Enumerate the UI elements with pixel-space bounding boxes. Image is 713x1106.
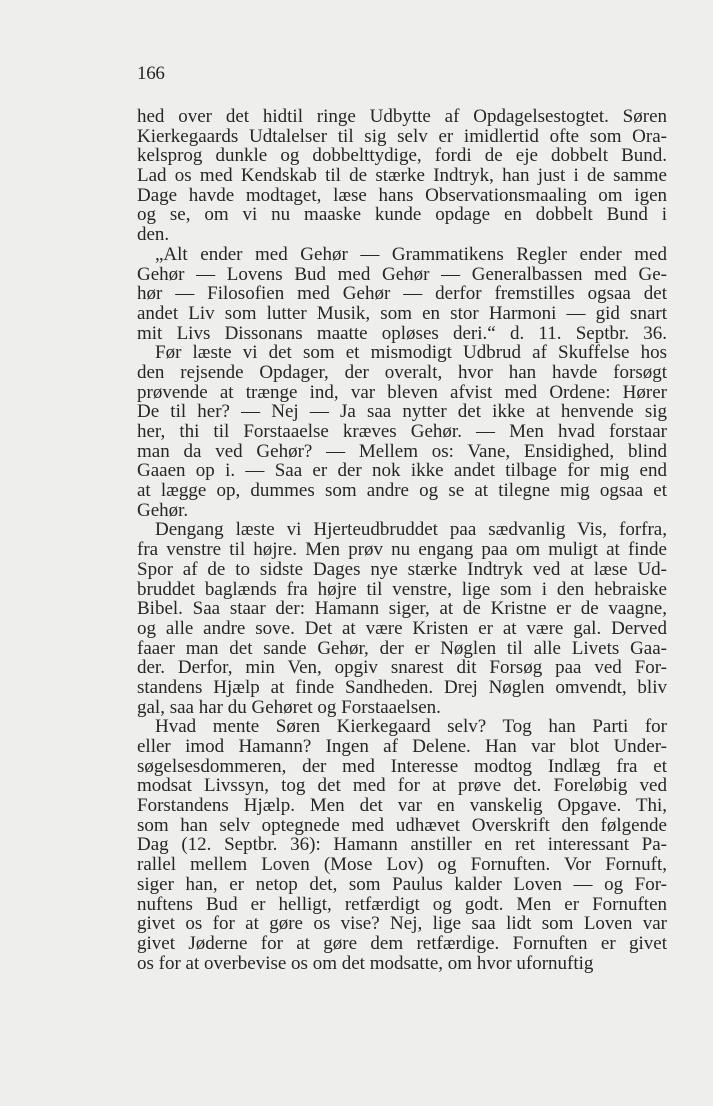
text-line: „Alt ender med Gehør — Grammatikens Regler ender med [155,243,667,265]
text-line: faaer man det sande Gehør, der er Nøglen til alle Livets Gaa- [137,637,667,659]
paragraph [137,107,667,245]
text-line: søgelsesdommeren, der med Interesse modtog Indlæg fra et [137,755,667,777]
text-line: fra venstre til højre. Men prøv nu engang paa om muligt at finde [137,539,667,561]
paragraph [137,520,667,717]
text-line: Kierkegaards Udtalelser til sig selv er imidlertid ofte som Ora- [137,125,667,147]
paragraph [137,717,667,973]
text-line: Dengang læste vi Hjerteudbruddet paa sædvanlig Vis, forfra, [155,519,667,541]
text-line: prøvende at trænge ind, var bleven afvist med Ordene: Hører [137,381,667,403]
text-line: eller imod Hamann? Ingen af Delene. Han var blot Under- [137,736,667,757]
text-line: Før læste vi det som et mismodigt Udbrud af Skuffelse hos [155,342,667,364]
text-line: kelsprog dunkle og dobbelttydige, fordi de eje dobbelt Bund. [137,145,667,167]
text-line: der. Derfor, min Ven, opgiv snarest dit Forsøg paa ved For- [137,657,667,679]
text-line: Dage havde modtaget, læse hans Observationsmaaling om igen [137,184,667,206]
text-line: givet os for at gøre os vise? Nej, lige saa lidt som Loven var [137,913,667,935]
text-line: rallel mellem Loven (Mose Lov) og Fornuften. Vor Fornuft, [137,854,667,876]
text-line: Gaaen op i. — Saa er der nok ikke andet tilbage for mig end [137,460,667,482]
text-line: her, thi til Forstaaelse kræves Gehør. — Men hvad forstaar [137,421,667,442]
text-line: os for at overbevise os om det modsatte, om hvor ufornuftig [137,952,594,974]
text-line: givet Jøderne for at gøre dem retfærdige. Fornuften er givet [137,932,667,954]
text-line: den rejsende Opdager, der overalt, hvor han havde forsøgt [137,361,667,383]
text-line: siger han, er netop det, som Paulus kalder Loven — og For- [137,873,667,895]
text-line: mit Livs Dissonans maatte opløses deri.“ d. 11. Septbr. 36. [137,322,667,344]
text-line: andet Liv som lutter Musik, som en stor Harmoni — gid snart [137,302,667,324]
text-line: modsat Livssyn, tog det med for at prøve det. Foreløbig ved [137,775,667,797]
text-line: Gehør — Lovens Bud med Gehør — Generalbassen med Ge- [137,263,667,285]
text-line: Bibel. Saa staar der: Hamann siger, at de Kristne er de vaagne, [137,598,667,620]
paragraph [137,343,667,520]
text-line: den. [137,224,170,246]
text-line: Dag (12. Septbr. 36): Hamann anstiller en ret interessant Pa- [137,834,667,856]
text-line: Spor af de to sidste Dages nye stærke Indtryk ved at læse Ud- [137,558,667,580]
text-line: De til her? — Nej — Ja saa nytter det ikke at henvende sig [137,401,667,423]
text-line: hed over det hidtil ringe Udbytte af Opdagelsestogtet. Søren [137,106,667,127]
text-line: gal, saa har du Gehøret og Forstaaelsen. [137,696,441,718]
text-line: Forstandens Hjælp. Men det var en vanskelig Opgave. Thi, [137,795,667,817]
text-line: som han selv optegnede med udhævet Overskrift den følgende [137,814,667,836]
text-line: Lad os med Kendskab til de stærke Indtryk, han just i de samme [137,165,667,187]
text-line: nuftens Bud er helligt, retfærdigt og godt. Men er Fornuften [137,893,667,915]
text-line: Hvad mente Søren Kierkegaard selv? Tog han Parti for [155,716,667,738]
text-line: man da ved Gehør? — Mellem os: Vane, Ensidighed, blind [137,440,667,462]
text-line: bruddet baglænds fra højre til venstre, lige som i den hebraiske [137,578,667,600]
text-line: at lægge op, dummes som andre og se at tilegne mig ogsaa et [137,480,667,502]
body-text [137,107,667,973]
text-line: standens Hjælp at finde Sandheden. Drej Nøglen omvendt, bliv [137,676,667,698]
paragraph [137,245,667,343]
page-number: 166 [137,63,165,84]
text-line: hør — Filosofien med Gehør — derfor fremstilles ogsaa det [137,283,667,305]
text-line: og se, om vi nu maaske kunde opdage en dobbelt Bund i [137,204,667,226]
text-line: og alle andre sove. Det at være Kristen er at være gal. Derved [137,617,667,639]
text-line: Gehør. [137,499,189,521]
